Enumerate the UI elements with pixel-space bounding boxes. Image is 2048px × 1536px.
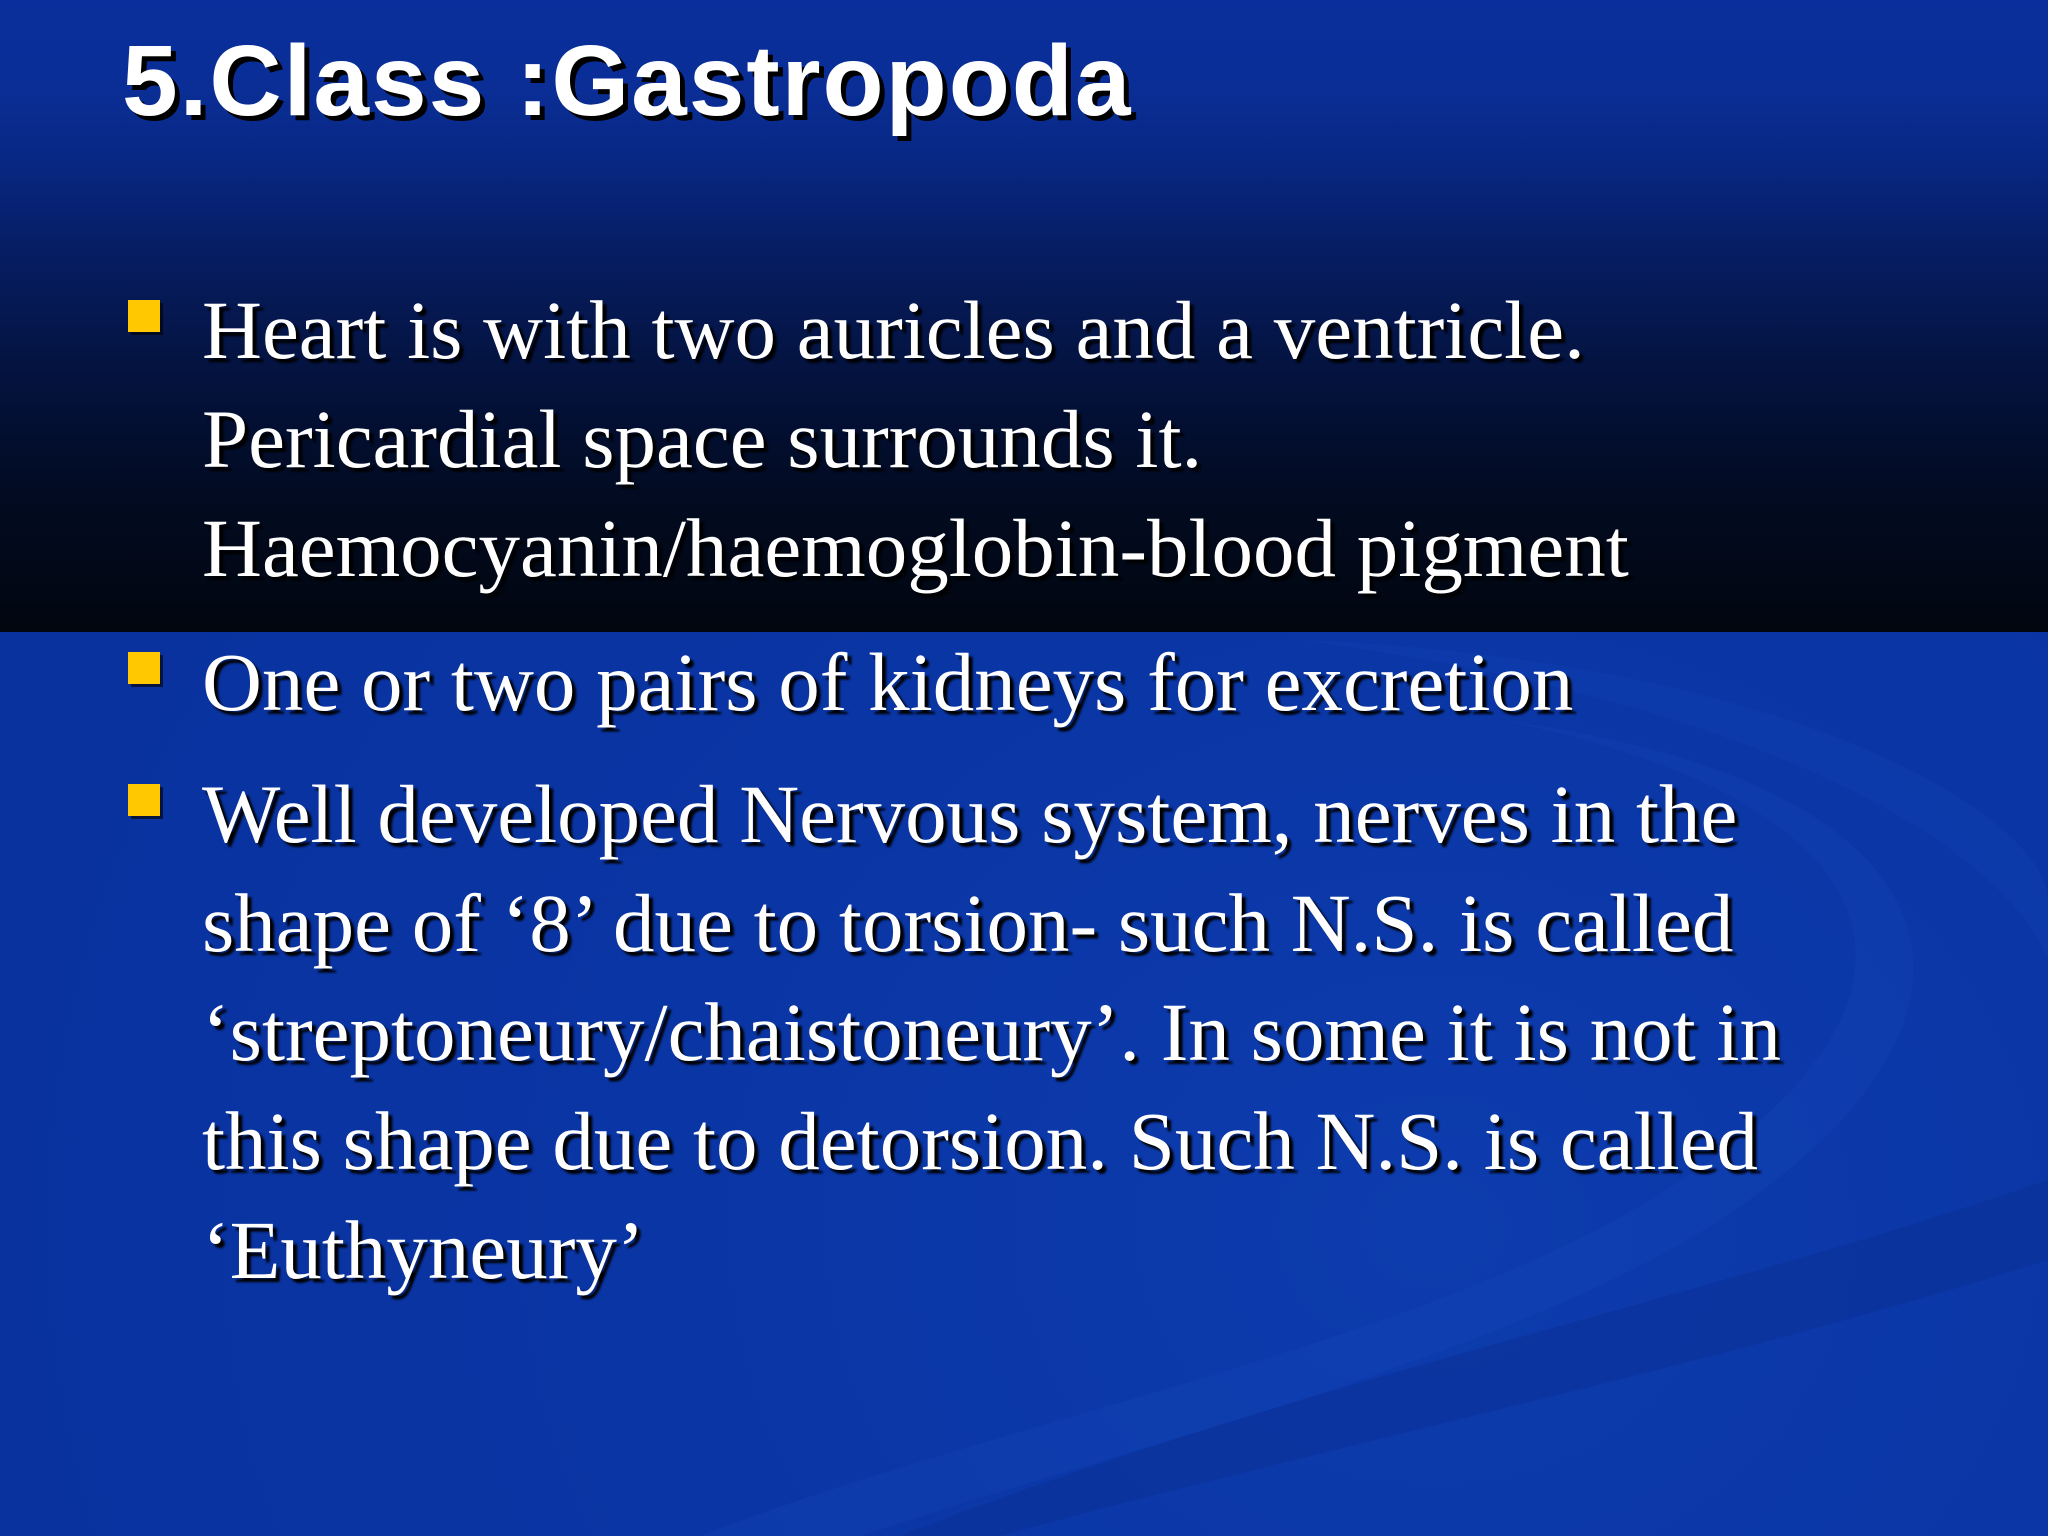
bullet-line: Heart is with two auricles and a ventricle. [202, 284, 1585, 376]
bullet-line: shape of ‘8’ due to torsion- such N.S. is called [202, 877, 1734, 969]
bullet-line: Well developed Nervous system, nerves in the [202, 768, 1738, 860]
square-bullet-icon [128, 784, 160, 816]
square-bullet-icon [128, 300, 160, 332]
slide-title: 5.Class :Gastropoda [122, 25, 1133, 137]
bullet-line: ‘streptoneury/chaistoneury’. In some it is not in [202, 986, 1781, 1078]
bullet-line: Pericardial space surrounds it. [202, 393, 1203, 485]
bullet-line: One or two pairs of kidneys for excretion [202, 636, 1574, 728]
bullet-line: Haemocyanin/haemoglobin-blood pigment [202, 502, 1629, 594]
square-bullet-icon [128, 652, 160, 684]
bullet-line: this shape due to detorsion. Such N.S. is called [202, 1095, 1759, 1187]
bullet-line: ‘Euthyneury’ [202, 1204, 645, 1296]
